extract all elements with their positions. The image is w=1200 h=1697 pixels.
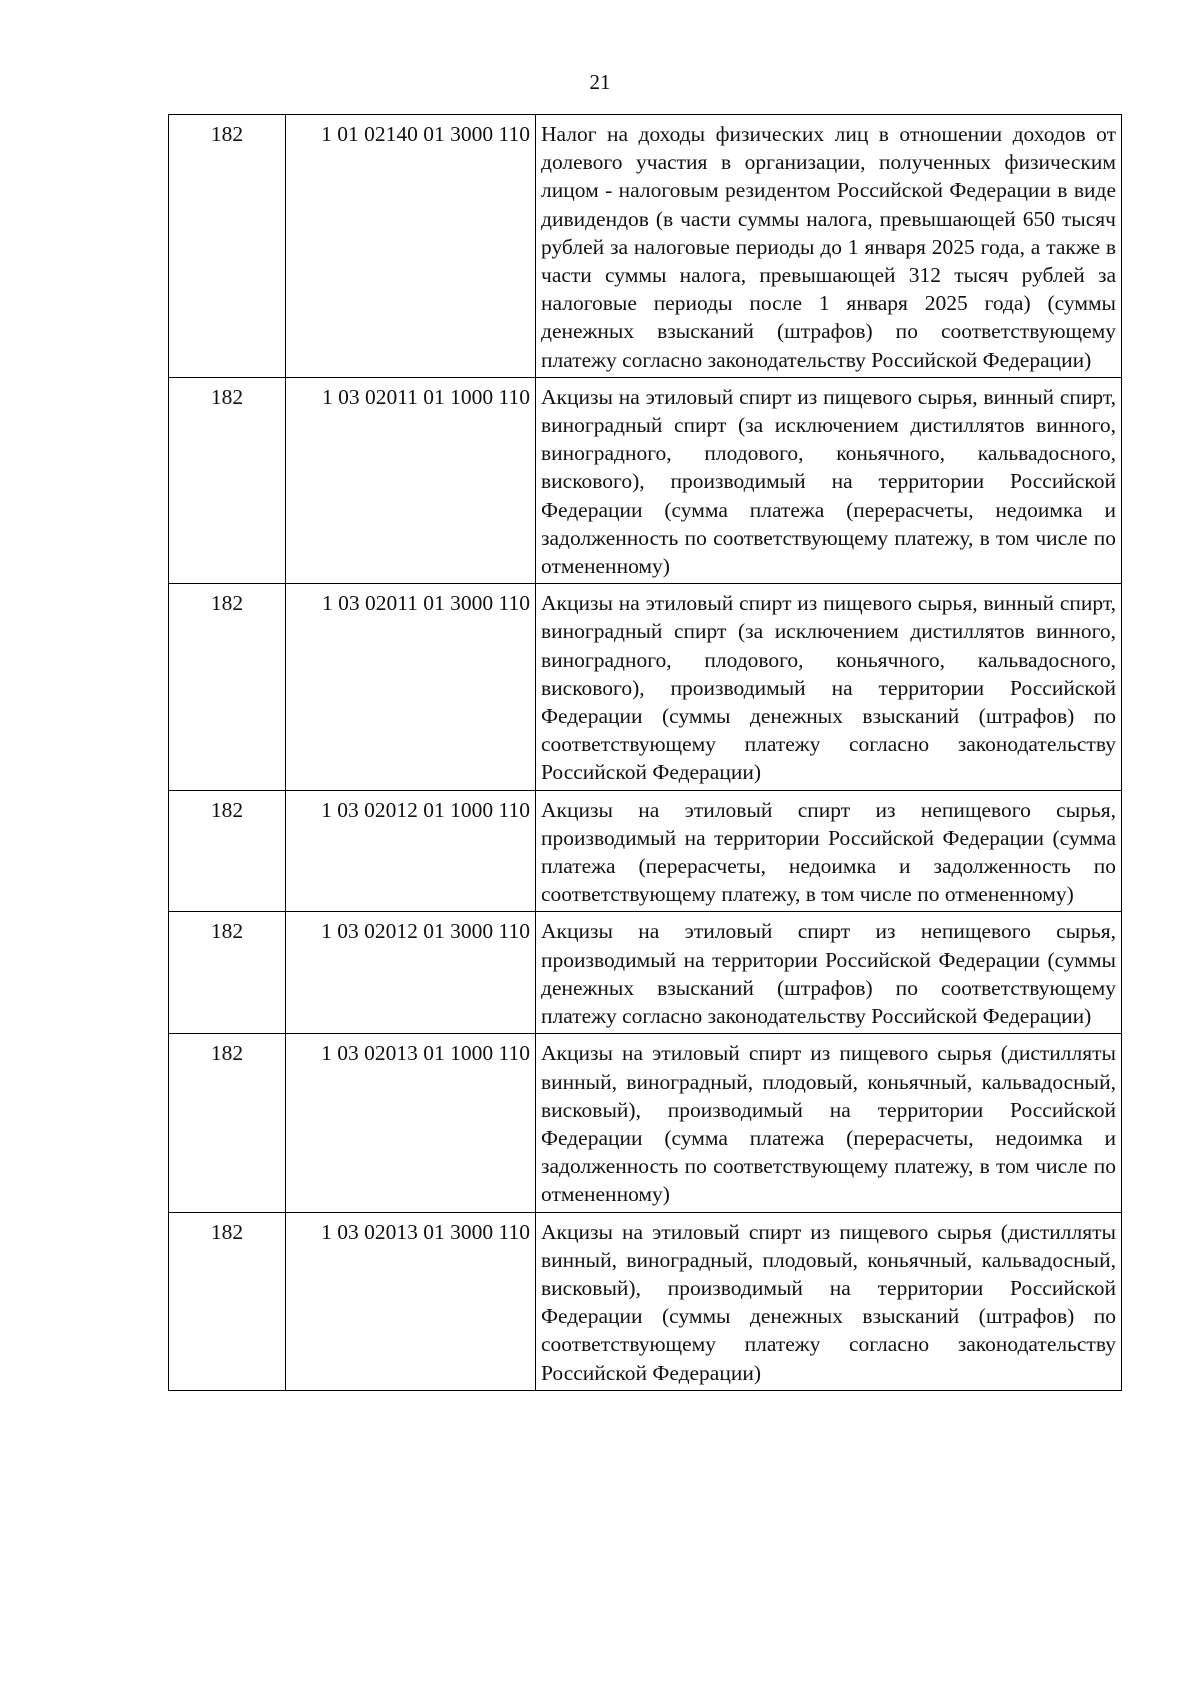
classification-code-cell: 1 03 02012 01 1000 110 xyxy=(286,790,536,912)
classification-code-cell: 1 03 02013 01 3000 110 xyxy=(286,1212,536,1390)
table-row xyxy=(169,790,1122,912)
table-row xyxy=(169,584,1122,790)
classification-code-cell: 1 03 02013 01 1000 110 xyxy=(286,1034,536,1212)
admin-code-cell: 182 xyxy=(169,1212,286,1390)
admin-code-cell: 182 xyxy=(169,1034,286,1212)
admin-code-cell: 182 xyxy=(169,790,286,912)
classification-code-cell: 1 01 02140 01 3000 110 xyxy=(286,115,536,378)
revenue-name-cell: Акцизы на этиловый спирт из пищевого сырья (дистилляты винный, виноградный, плодовый, коньячный, кальвадосный, висковый), производимый на территории Российской Федерации (суммы денежных взысканий (штрафов) по соответствующему платежу согласно законодательству Российской Федерации) xyxy=(536,1212,1122,1390)
admin-code-cell: 182 xyxy=(169,584,286,790)
classification-code-cell: 1 03 02011 01 1000 110 xyxy=(286,377,536,583)
revenue-name-cell: Акцизы на этиловый спирт из непищевого сырья, производимый на территории Российской Федерации (суммы денежных взысканий (штрафов) по соответствующему платежу согласно законодательству Российской Федерации) xyxy=(536,912,1122,1034)
budget-codes-table xyxy=(168,114,1122,1391)
page-number: 21 xyxy=(589,70,611,94)
admin-code-cell: 182 xyxy=(169,115,286,378)
classification-code-cell: 1 03 02011 01 3000 110 xyxy=(286,584,536,790)
revenue-name-cell: Налог на доходы физических лиц в отношении доходов от долевого участия в организации, полученных физическим лицом - налоговым резидентом Российской Федерации в виде дивидендов (в части суммы налога, превышающей 650 тысяч рублей за налоговые периоды до 1 января 2025 года, а также в части суммы налога, превышающей 312 тысяч рублей за налоговые периоды после 1 января 2025 года) (суммы денежных взысканий (штрафов) по соответствующему платежу согласно законодательству Российской Федерации) xyxy=(536,115,1122,378)
admin-code-cell: 182 xyxy=(169,377,286,583)
revenue-name-cell: Акцизы на этиловый спирт из пищевого сырья, винный спирт, виноградный спирт (за исключением дистиллятов винного, виноградного, плодового, коньячного, кальвадосного, вискового), производимый на территории Российской Федерации (суммы денежных взысканий (штрафов) по соответствующему платежу согласно законодательству Российской Федерации) xyxy=(536,584,1122,790)
admin-code-cell: 182 xyxy=(169,912,286,1034)
revenue-name-cell: Акцизы на этиловый спирт из пищевого сырья (дистилляты винный, виноградный, плодовый, коньячный, кальвадосный, висковый), производимый на территории Российской Федерации (сумма платежа (перерасчеты, недоимка и задолженность по соответствующему платежу, в том числе по отмененному) xyxy=(536,1034,1122,1212)
table-row xyxy=(169,377,1122,583)
table-row xyxy=(169,1034,1122,1212)
table-row xyxy=(169,115,1122,378)
revenue-name-cell: Акцизы на этиловый спирт из непищевого сырья, производимый на территории Российской Федерации (сумма платежа (перерасчеты, недоимка и задолженность по соответствующему платежу, в том числе по отмененному) xyxy=(536,790,1122,912)
revenue-name-cell: Акцизы на этиловый спирт из пищевого сырья, винный спирт, виноградный спирт (за исключением дистиллятов винного, виноградного, плодового, коньячного, кальвадосного, вискового), производимый на территории Российской Федерации (сумма платежа (перерасчеты, недоимка и задолженность по соответствующему платежу, в том числе по отмененному) xyxy=(536,377,1122,583)
table-row xyxy=(169,912,1122,1034)
table-row xyxy=(169,1212,1122,1390)
classification-code-cell: 1 03 02012 01 3000 110 xyxy=(286,912,536,1034)
